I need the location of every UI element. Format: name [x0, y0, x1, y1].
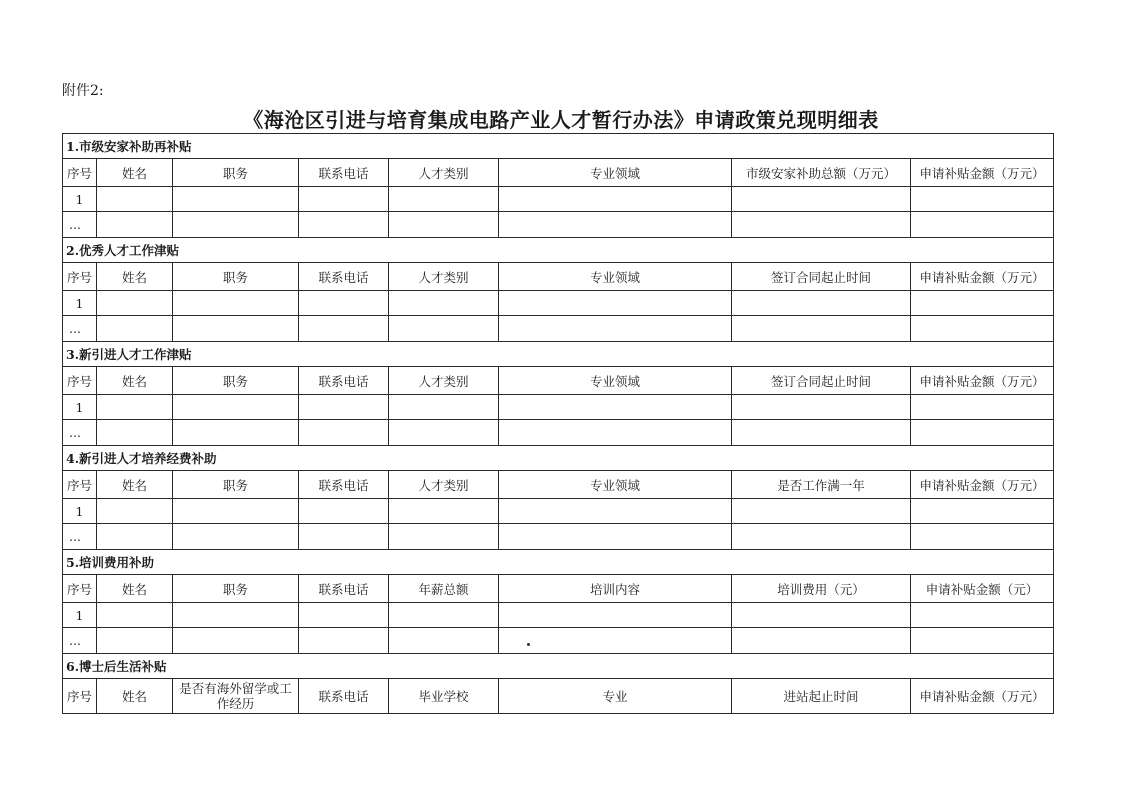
column-header: 专业领域: [499, 471, 732, 499]
column-header: 联系电话: [299, 575, 389, 603]
blank-cell[interactable]: [732, 187, 911, 212]
row-index: 1: [63, 499, 97, 524]
column-header: 人才类别: [389, 159, 499, 187]
table-row: [63, 316, 1054, 342]
column-header: 联系电话: [299, 263, 389, 291]
section-title-row: [63, 134, 1054, 159]
section-title-row: [63, 238, 1054, 263]
column-header: 姓名: [97, 575, 173, 603]
column-header: 是否工作满一年: [732, 471, 911, 499]
header-row: [63, 367, 1054, 395]
section-title-row: [63, 654, 1054, 679]
blank-cell[interactable]: [732, 291, 911, 316]
table-row: [63, 603, 1054, 628]
blank-cell[interactable]: [911, 187, 1054, 212]
column-header: 申请补贴金额（元）: [911, 575, 1054, 603]
section-title: 3.新引进人才工作津贴: [63, 342, 1054, 367]
blank-cell[interactable]: [173, 524, 299, 550]
row-index: 1: [63, 187, 97, 212]
blank-cell[interactable]: [389, 291, 499, 316]
blank-cell[interactable]: [499, 420, 732, 446]
column-header: 专业领域: [499, 367, 732, 395]
header-row: [63, 263, 1054, 291]
blank-cell[interactable]: [911, 499, 1054, 524]
column-header: 姓名: [97, 367, 173, 395]
blank-cell[interactable]: [173, 212, 299, 238]
blank-cell[interactable]: [173, 499, 299, 524]
blank-cell[interactable]: [732, 316, 911, 342]
blank-cell[interactable]: [911, 628, 1054, 654]
blank-cell[interactable]: [911, 420, 1054, 446]
header-row: [63, 471, 1054, 499]
column-header: 姓名: [97, 679, 173, 714]
blank-cell[interactable]: [499, 395, 732, 420]
column-header: 培训内容: [499, 575, 732, 603]
column-header: 职务: [173, 263, 299, 291]
section-title: 6.博士后生活补贴: [63, 654, 1054, 679]
row-index: 1: [63, 291, 97, 316]
blank-cell[interactable]: [173, 187, 299, 212]
blank-cell[interactable]: [97, 212, 173, 238]
header-row: [63, 679, 1054, 714]
blank-cell[interactable]: [499, 316, 732, 342]
blank-cell[interactable]: [911, 316, 1054, 342]
row-index: ...: [63, 212, 97, 238]
blank-cell[interactable]: [97, 187, 173, 212]
page-title: 《海沧区引进与培育集成电路产业人才暂行办法》申请政策兑现明细表: [243, 108, 879, 132]
blank-cell[interactable]: [97, 628, 173, 654]
blank-cell[interactable]: [911, 603, 1054, 628]
blank-cell[interactable]: [97, 316, 173, 342]
blank-cell[interactable]: [299, 212, 389, 238]
column-header: 序号: [63, 575, 97, 603]
blank-cell[interactable]: [173, 395, 299, 420]
column-header: 序号: [63, 263, 97, 291]
column-header: 签订合同起止时间: [732, 367, 911, 395]
column-header: 专业领域: [499, 263, 732, 291]
blank-cell[interactable]: [389, 395, 499, 420]
table-row: [63, 628, 1054, 654]
table-row: [63, 499, 1054, 524]
blank-cell[interactable]: [173, 603, 299, 628]
table-row: [63, 395, 1054, 420]
blank-cell[interactable]: [299, 499, 389, 524]
section-title: 1.市级安家补助再补贴: [63, 134, 1054, 159]
column-header: 联系电话: [299, 471, 389, 499]
blank-cell[interactable]: [97, 524, 173, 550]
section-title-row: [63, 446, 1054, 471]
blank-cell[interactable]: [299, 187, 389, 212]
blank-cell[interactable]: [499, 291, 732, 316]
blank-cell[interactable]: [97, 420, 173, 446]
blank-cell[interactable]: [299, 524, 389, 550]
column-header: 申请补贴金额（万元）: [911, 159, 1054, 187]
column-header: 申请补贴金额（万元）: [911, 263, 1054, 291]
blank-cell[interactable]: [173, 628, 299, 654]
column-header: 年薪总额: [389, 575, 499, 603]
blank-cell[interactable]: [389, 187, 499, 212]
section-title: 5.培训费用补助: [63, 550, 1054, 575]
column-header: 职务: [173, 367, 299, 395]
row-index: 1: [63, 395, 97, 420]
blank-cell[interactable]: [299, 395, 389, 420]
attachment-label: 附件2:: [62, 83, 104, 99]
column-header: 专业领域: [499, 159, 732, 187]
application-detail-table: [62, 133, 1054, 714]
blank-cell[interactable]: [299, 316, 389, 342]
column-header: 是否有海外留学或工作经历: [173, 679, 299, 714]
blank-cell[interactable]: [911, 212, 1054, 238]
column-header: 联系电话: [299, 679, 389, 714]
column-header: 专业: [499, 679, 732, 714]
blank-cell[interactable]: [499, 524, 732, 550]
column-header: 申请补贴金额（万元）: [911, 367, 1054, 395]
column-header: 姓名: [97, 471, 173, 499]
blank-cell[interactable]: [389, 316, 499, 342]
column-header: 毕业学校: [389, 679, 499, 714]
column-header: 人才类别: [389, 471, 499, 499]
blank-cell[interactable]: [173, 420, 299, 446]
table-row: [63, 212, 1054, 238]
column-header: 职务: [173, 575, 299, 603]
blank-cell[interactable]: [97, 603, 173, 628]
table-row: [63, 187, 1054, 212]
column-header: 人才类别: [389, 367, 499, 395]
blank-cell[interactable]: [911, 291, 1054, 316]
column-header: 职务: [173, 471, 299, 499]
blank-cell[interactable]: [97, 291, 173, 316]
blank-cell[interactable]: [389, 603, 499, 628]
table-row: [63, 420, 1054, 446]
blank-cell[interactable]: [389, 212, 499, 238]
column-header: 姓名: [97, 159, 173, 187]
blank-cell[interactable]: [389, 499, 499, 524]
blank-cell[interactable]: [911, 524, 1054, 550]
row-index: 1: [63, 603, 97, 628]
blank-cell[interactable]: [97, 499, 173, 524]
section-title-row: [63, 550, 1054, 575]
blank-cell[interactable]: [732, 499, 911, 524]
column-header: 培训费用（元）: [732, 575, 911, 603]
blank-cell[interactable]: [911, 395, 1054, 420]
column-header: 人才类别: [389, 263, 499, 291]
blank-cell[interactable]: [732, 603, 911, 628]
column-header: 签订合同起止时间: [732, 263, 911, 291]
column-header: 申请补贴金额（万元）: [911, 679, 1054, 714]
column-header: 联系电话: [299, 367, 389, 395]
blank-cell[interactable]: [173, 316, 299, 342]
column-header: 姓名: [97, 263, 173, 291]
blank-cell[interactable]: [499, 603, 732, 628]
row-index: ...: [63, 524, 97, 550]
blank-cell[interactable]: [389, 524, 499, 550]
blank-cell[interactable]: [732, 628, 911, 654]
table-row: [63, 291, 1054, 316]
section-title: 2.优秀人才工作津贴: [63, 238, 1054, 263]
column-header: 进站起止时间: [732, 679, 911, 714]
blank-cell[interactable]: [299, 291, 389, 316]
column-header: 市级安家补助总额（万元）: [732, 159, 911, 187]
table-row: [63, 524, 1054, 550]
blank-cell[interactable]: [499, 499, 732, 524]
blank-cell[interactable]: [389, 628, 499, 654]
blank-cell[interactable]: [732, 420, 911, 446]
blank-cell[interactable]: [299, 628, 389, 654]
blank-cell[interactable]: [97, 395, 173, 420]
row-index: ...: [63, 420, 97, 446]
column-header: 联系电话: [299, 159, 389, 187]
blank-cell[interactable]: [389, 420, 499, 446]
blank-cell[interactable]: [299, 603, 389, 628]
blank-cell[interactable]: [499, 187, 732, 212]
section-title: 4.新引进人才培养经费补助: [63, 446, 1054, 471]
column-header: 序号: [63, 679, 97, 714]
scan-speck: [527, 643, 530, 646]
blank-cell[interactable]: [732, 524, 911, 550]
blank-cell[interactable]: [732, 212, 911, 238]
column-header: 序号: [63, 367, 97, 395]
section-title-row: [63, 342, 1054, 367]
blank-cell[interactable]: [499, 212, 732, 238]
header-row: [63, 159, 1054, 187]
header-row: [63, 575, 1054, 603]
blank-cell[interactable]: [499, 628, 732, 654]
blank-cell[interactable]: [299, 420, 389, 446]
blank-cell[interactable]: [173, 291, 299, 316]
column-header: 序号: [63, 159, 97, 187]
blank-cell[interactable]: [732, 395, 911, 420]
column-header: 申请补贴金额（万元）: [911, 471, 1054, 499]
column-header: 序号: [63, 471, 97, 499]
row-index: ...: [63, 628, 97, 654]
column-header: 职务: [173, 159, 299, 187]
row-index: ...: [63, 316, 97, 342]
